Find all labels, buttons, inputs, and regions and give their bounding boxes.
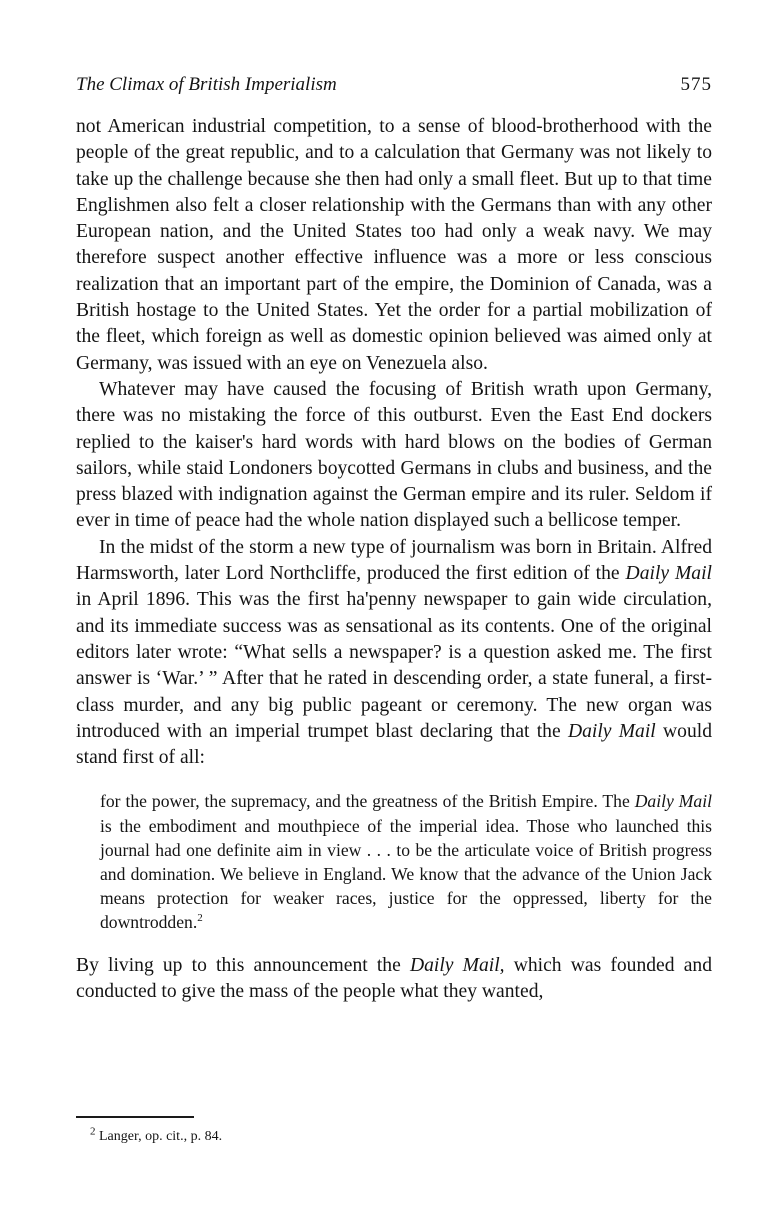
quote-text-a: for the power, the supremacy, and the greatness of the British Empire. The (100, 791, 635, 812)
paragraph-3-text-b: in April 1896. This was the first ha'penny newspaper to gain wide circulation, and its immediate success was as sensational as its contents. One of the original editors later wrote: “What sells a newspaper? is a question asked me. The first answer is ‘War.’ ” After that he rated in descending order, a state funeral, a first-class murder, and any big public pageant or ceremony. The new organ was introduced with an imperial trumpet blast declaring that the (76, 589, 712, 742)
quote-text (100, 789, 712, 934)
footnote (90, 1125, 223, 1146)
paragraph-3 (76, 535, 712, 772)
book-page (76, 68, 712, 1005)
paragraph-3-text-c: would stand first of all: (76, 720, 712, 769)
paragraph-1: not American industrial competition, to a sense of blood-brotherhood with the people of the great republic, and to a calculation that Germany was not likely to take up the challenge because she then had only a small fleet. But up to that time Englishmen also felt a closer relationship with the Germans than with any other European nation, and the United States too had only a weak navy. We may therefore suspect another effective influence was a more or less conscious realization that an important part of the empire, the Dominion of Canada, was a British hostage to the United States. Yet the order for a partial mobilization of the fleet, which foreign as well as domestic opinion believed was aimed only at Germany, was issued with an eye on Venezuela also. (76, 116, 712, 374)
paragraph-4 (76, 953, 712, 1006)
daily-mail-title: Daily Mail (634, 791, 712, 812)
running-head (76, 68, 712, 102)
paragraph-2: Whatever may have caused the focusing of British wrath upon Germany, there was no mistaking the force of this outburst. Even the East End dockers replied to the kaiser's hard words with hard blows on the bodies of German sailors, while staid Londoners boycotted Germans in clubs and business, and the press blazed with indignation against the German empire and its ruler. Seldom if ever in time of peace had the whole nation displayed such a bellicose temper. (76, 378, 712, 532)
footnote-reference: 2 (197, 912, 203, 925)
footnote-marker: 2 (90, 1125, 96, 1138)
page-number: 575 (680, 74, 712, 95)
daily-mail-title: Daily Mail, (409, 954, 505, 976)
paragraph-3-text-a: In the midst of the storm a new type of journalism was born in Britain. Alfred Harmsworth, later Lord Northcliffe, produced the first edition of the (76, 536, 712, 585)
footnote-text: Langer, op. cit., p. 84. (99, 1129, 223, 1144)
daily-mail-title: Daily Mail (625, 563, 712, 585)
running-title: The Climax of British Imperialism (76, 74, 337, 95)
paragraph-4-text-a: By living up to this announcement the (76, 954, 410, 976)
block-quote (100, 789, 712, 934)
quote-text-b: is the embodiment and mouthpiece of the imperial idea. Those who launched this journal had one definite aim in view . . . to be the articulate voice of British progress and domination. We believe in England. We know that the advance of the Union Jack means protection for weaker races, justice for the oppressed, liberty for the downtrodden. (100, 815, 712, 933)
daily-mail-title: Daily Mail (567, 720, 656, 742)
body-text (76, 114, 712, 1005)
paragraph-4-text-b: which was founded and conducted to give the mass of the people what they wanted, (76, 954, 712, 1002)
footnote-rule (76, 1116, 194, 1118)
